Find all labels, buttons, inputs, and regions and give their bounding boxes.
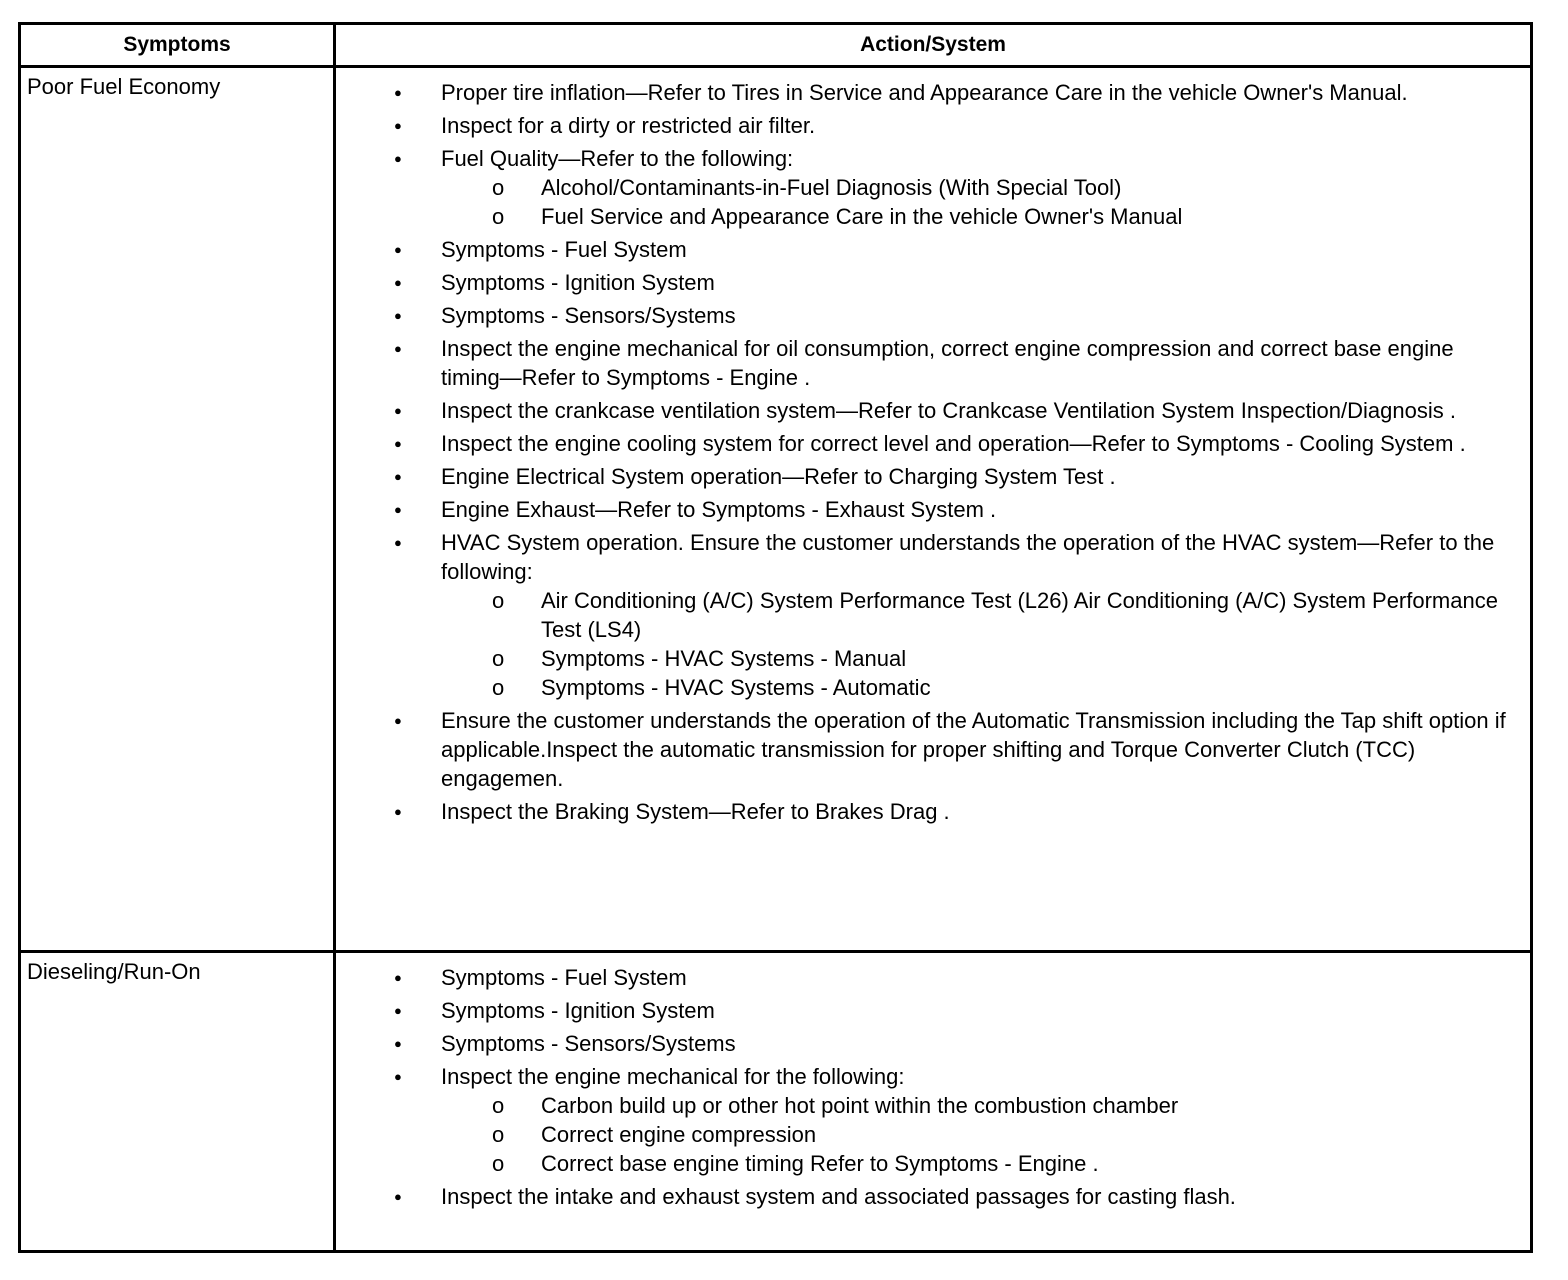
list-item-text: Symptoms - Sensors/Systems — [441, 303, 736, 328]
bullet-icon: ● — [394, 469, 402, 484]
list-item — [336, 396, 1510, 425]
sub-list-item-text: Alcohol/Contaminants-in-Fuel Diagnosis (With Special Tool) — [541, 175, 1122, 200]
list-item-text: Ensure the customer understands the operation of the Automatic Transmission including the Tap shift option if applicable.Inspect the automatic transmission for proper shifting and Torque Converter Clutch (TCC) engagemen. — [441, 708, 1506, 791]
list-item-text: Inspect the Braking System—Refer to Brakes Drag . — [441, 799, 950, 824]
header-row — [20, 24, 1532, 67]
list-item — [336, 1029, 1510, 1058]
list-item-text: Symptoms - Sensors/Systems — [441, 1031, 736, 1056]
bullet-icon: ● — [394, 436, 402, 451]
circle-bullet-icon: o — [492, 646, 505, 671]
list-item-text: Inspect for a dirty or restricted air filter. — [441, 113, 816, 138]
header-action-system: Action/System — [335, 24, 1532, 67]
bullet-icon: ● — [394, 1069, 402, 1084]
list-item — [336, 963, 1510, 992]
sub-list-item-text: Fuel Service and Appearance Care in the vehicle Owner's Manual — [541, 204, 1183, 229]
sub-list-item-text: Symptoms - HVAC Systems - Automatic — [541, 675, 931, 700]
bullet-icon: ● — [394, 1003, 402, 1018]
sub-list-item-text: Correct base engine timing Refer to Symptoms - Engine . — [541, 1151, 1099, 1176]
table-row — [20, 952, 1532, 1252]
sub-list-item — [336, 673, 1510, 702]
list-item — [336, 528, 1510, 702]
bullet-icon: ● — [394, 713, 402, 728]
circle-bullet-icon: o — [492, 1151, 505, 1176]
list-item-text: Inspect the engine cooling system for correct level and operation—Refer to Symptoms - Cooling System . — [441, 431, 1466, 456]
symptom-cell: Dieseling/Run-On — [20, 952, 335, 1252]
sub-list-item — [336, 1120, 1510, 1149]
list-item — [336, 78, 1510, 107]
list-item — [336, 268, 1510, 297]
sub-list-item — [336, 644, 1510, 673]
bullet-icon: ● — [394, 151, 402, 166]
list-item — [336, 235, 1510, 264]
bullet-icon: ● — [394, 118, 402, 133]
list-item — [336, 429, 1510, 458]
sub-list-item — [336, 1091, 1510, 1120]
action-list — [336, 963, 1510, 1211]
header-symptoms: Symptoms — [20, 24, 335, 67]
sub-list-item-text: Air Conditioning (A/C) System Performance Test (L26) Air Conditioning (A/C) System Performance Test (LS4) — [541, 588, 1498, 642]
list-item-text: Proper tire inflation—Refer to Tires in Service and Appearance Care in the vehicle Owner's Manual. — [441, 80, 1408, 105]
bullet-icon: ● — [394, 403, 402, 418]
bullet-icon: ● — [394, 308, 402, 323]
bullet-icon: ● — [394, 970, 402, 985]
sub-list-item-text: Carbon build up or other hot point within the combustion chamber — [541, 1093, 1179, 1118]
list-item — [336, 301, 1510, 330]
list-item-text: Symptoms - Ignition System — [441, 998, 715, 1023]
sub-list-item — [336, 586, 1510, 644]
sub-list-item-text: Correct engine compression — [541, 1122, 817, 1147]
list-item-text: Inspect the intake and exhaust system and associated passages for casting flash. — [441, 1184, 1236, 1209]
action-cell — [335, 952, 1532, 1252]
list-item-text: Inspect the engine mechanical for the following: — [441, 1064, 905, 1089]
list-item — [336, 706, 1510, 793]
circle-bullet-icon: o — [492, 588, 505, 613]
symptom-cell: Poor Fuel Economy — [20, 67, 335, 952]
sub-list-item-text: Symptoms - HVAC Systems - Manual — [541, 646, 907, 671]
list-item — [336, 996, 1510, 1025]
sub-list — [441, 1091, 1510, 1178]
action-cell — [335, 67, 1532, 952]
circle-bullet-icon: o — [492, 1122, 505, 1147]
list-item — [336, 1062, 1510, 1178]
circle-bullet-icon: o — [492, 1093, 505, 1118]
table-row — [20, 67, 1532, 952]
sub-list — [441, 586, 1510, 702]
list-item — [336, 462, 1510, 491]
bullet-icon: ● — [394, 1189, 402, 1204]
list-item — [336, 1182, 1510, 1211]
bullet-icon: ● — [394, 85, 402, 100]
list-item — [336, 111, 1510, 140]
sub-list-item — [336, 173, 1510, 202]
list-item-text: Fuel Quality—Refer to the following: — [441, 146, 794, 171]
symptoms-table — [18, 22, 1533, 1253]
list-item-text: HVAC System operation. Ensure the customer understands the operation of the HVAC system—Refer to the following: — [441, 530, 1495, 584]
sub-list-item — [336, 1149, 1510, 1178]
list-item-text: Engine Electrical System operation—Refer to Charging System Test . — [441, 464, 1116, 489]
list-item — [336, 144, 1510, 231]
list-item — [336, 334, 1510, 392]
list-item-text: Symptoms - Ignition System — [441, 270, 715, 295]
list-item-text: Engine Exhaust—Refer to Symptoms - Exhaust System . — [441, 497, 997, 522]
circle-bullet-icon: o — [492, 204, 505, 229]
list-item-text: Inspect the crankcase ventilation system—Refer to Crankcase Ventilation System Inspection/Diagnosis . — [441, 398, 1456, 423]
list-item-text: Inspect the engine mechanical for oil consumption, correct engine compression and correct base engine timing—Refer to Symptoms - Engine . — [441, 336, 1454, 390]
sub-list — [441, 173, 1510, 231]
bullet-icon: ● — [394, 1036, 402, 1051]
list-item — [336, 797, 1510, 826]
bullet-icon: ● — [394, 502, 402, 517]
list-item — [336, 495, 1510, 524]
bullet-icon: ● — [394, 275, 402, 290]
circle-bullet-icon: o — [492, 675, 505, 700]
list-item-text: Symptoms - Fuel System — [441, 965, 687, 990]
bullet-icon: ● — [394, 341, 402, 356]
bullet-icon: ● — [394, 242, 402, 257]
list-item-text: Symptoms - Fuel System — [441, 237, 687, 262]
sub-list-item — [336, 202, 1510, 231]
bullet-icon: ● — [394, 535, 402, 550]
bullet-icon: ● — [394, 804, 402, 819]
circle-bullet-icon: o — [492, 175, 505, 200]
action-list — [336, 78, 1510, 826]
